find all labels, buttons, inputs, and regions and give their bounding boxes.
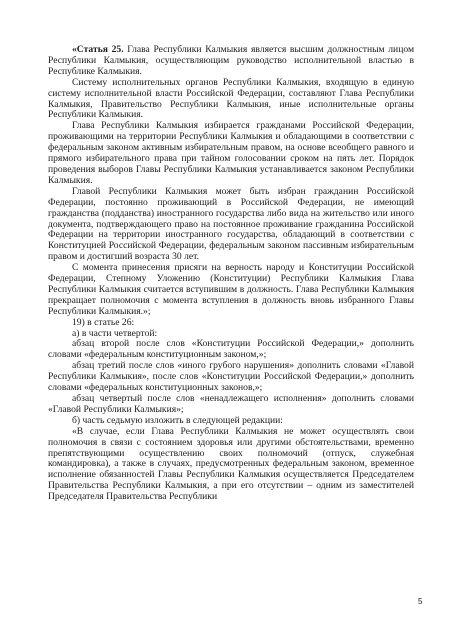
article-heading: «Статья 25.	[72, 44, 124, 55]
paragraph-subitem-b: б) часть седьмую изложить в следующей редакции:	[72, 414, 283, 426]
document-body	[48, 45, 414, 503]
paragraph: Глава Республики Калмыкия избирается гражданами Российской Федерации, проживающими на территории Республики Калмыкия и обладающими в соответствии с федеральным законом активным избирательным правом, на основе всеобщего равного и прямого избирательного права при тайном голосовании сроком на пять лет. Порядок проведения выборов Главы Республики Калмыкия устанавливается законом Республики Калмыкия.	[48, 120, 414, 186]
paragraph-article-25	[48, 45, 414, 78]
paragraph: «В случае, если Глава Республики Калмыкия не может осуществлять свои полномочия в связи с состоянием здоровья или другими обстоятельствами, временно препятствующими осуществлению своих полномочий (отпуск, служебная командировка), а также в случаях, предусмотренных федеральным законом, временное исполнение обязанностей Главы Республики Калмыкия осуществляется Председателем Правительства Республики Калмыкия, а при его отсутствии – одним из заместителей Председателя Правительства Республики	[48, 425, 414, 503]
paragraph: абзац четвертый после слов «ненадлежащего исполнения» дополнить словами «Главой Республики Калмыкия»;	[48, 393, 414, 415]
paragraph: абзац третий после слов «иного грубого нарушения» дополнить словами «Главой Республики Калмыкия», после слов «Конституции Российской Федерации,» дополнить словами «федеральных конституционных законов,»;	[48, 360, 414, 394]
paragraph: Главой Республики Калмыкия может быть избран гражданин Российской Федерации, постоянно проживающий в Российской Федерации, не имеющий гражданства (подданства) иностранного государства либо вида на жительство или иного документа, подтверждающего право на постоянное проживание гражданина Российской Федерации на территории иностранного государства, обладающий в соответствии с Конституцией Российской Федерации, федеральным законом пассивным избирательным правом и достигший возраста 30 лет.	[48, 185, 414, 263]
paragraph: Систему исполнительных органов Республики Калмыкия, входящую в единую систему исполнительной власти Российской Федерации, составляют Глава Республики Калмыкия, Правительство Республики Калмыкия, иные исполнительные органы Республики Калмыкия.	[48, 76, 414, 121]
paragraph-item-19: 19) в статье 26:	[72, 316, 135, 328]
paragraph-text: Глава Республики Калмыкия является высшим должностным лицом Республики Калмыкия, осуществляющим руководство исполнительной властью в Республике Калмыкия.	[48, 44, 415, 77]
paragraph: С момента принесения присяги на верность народу и Конституции Российской Федерации, Степному Уложению (Конституции) Республики Калмыкия Глава Республики Калмыкия считается вступившим в должность. Глава Республики Калмыкия прекращает полномочия с момента вступления в должность вновь избранного Главы Республики Калмыкия.»;	[48, 262, 414, 317]
page-number: 5	[418, 597, 423, 606]
paragraph: абзац второй после слов «Конституции Российской Федерации,» дополнить словами «федеральным конституционным законом,»;	[48, 338, 414, 361]
paragraph-subitem-a: а) в части четвертой:	[72, 327, 158, 339]
